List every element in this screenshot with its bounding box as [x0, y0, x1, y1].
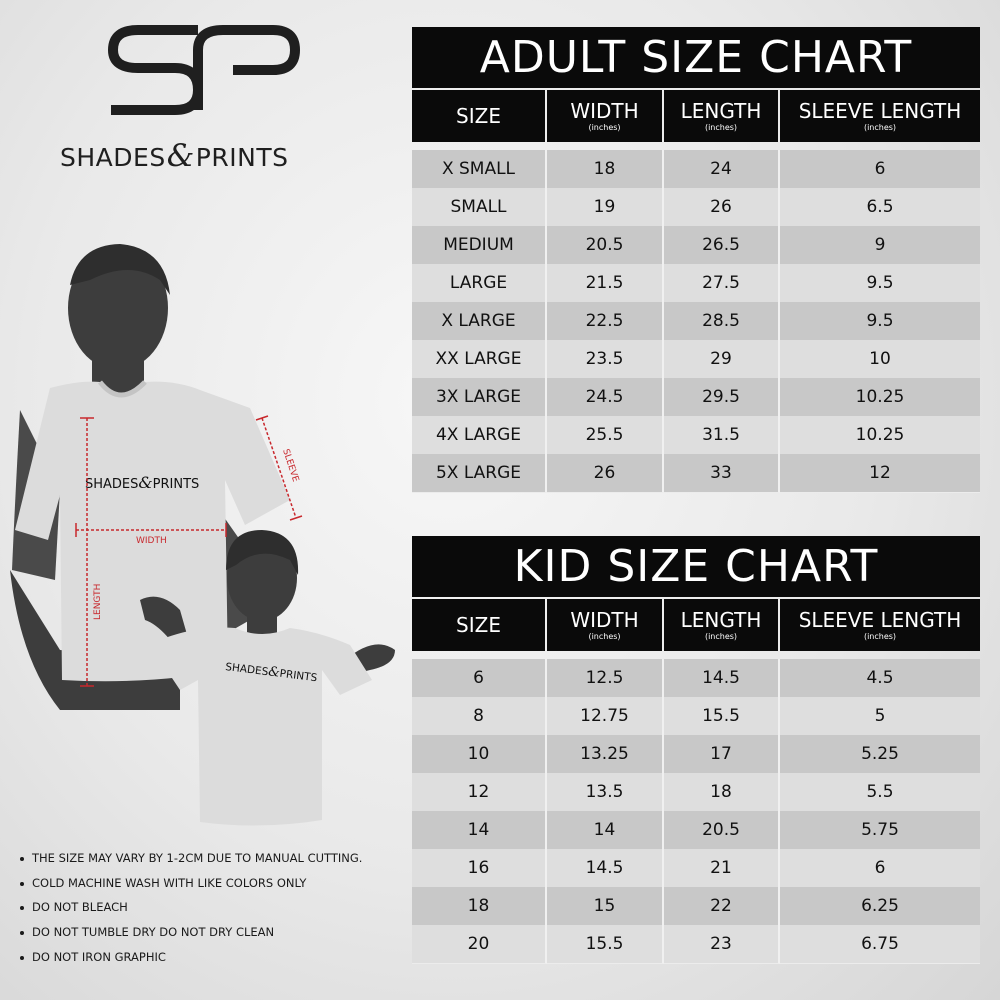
length-cell: 26.5: [664, 226, 780, 265]
size-cell: 4X LARGE: [412, 416, 547, 455]
header-width: WIDTH (inches): [547, 599, 662, 651]
table-row: [412, 378, 980, 416]
size-cell: X LARGE: [412, 302, 547, 341]
width-cell: 15.5: [547, 925, 664, 964]
width-cell: 26: [547, 454, 664, 493]
table-row: [412, 811, 980, 849]
table-row: [412, 226, 980, 264]
sleeve-cell: 6.25: [780, 887, 980, 926]
kid-shirt-print: SHADES&PRINTS: [224, 661, 318, 685]
table-row: [412, 887, 980, 925]
length-label: LENGTH: [93, 583, 103, 620]
header-width: WIDTH (inches): [547, 90, 662, 142]
size-cell: 12: [412, 773, 547, 812]
width-cell: 25.5: [547, 416, 664, 455]
size-cell: XX LARGE: [412, 340, 547, 379]
sleeve-cell: 10.25: [780, 416, 980, 455]
width-cell: 14.5: [547, 849, 664, 888]
length-cell: 26: [664, 188, 780, 227]
width-cell: 12.75: [547, 697, 664, 736]
adult-chart-body: [412, 150, 980, 492]
length-cell: 33: [664, 454, 780, 493]
width-cell: 15: [547, 887, 664, 926]
sleeve-cell: 10.25: [780, 378, 980, 417]
length-cell: 31.5: [664, 416, 780, 455]
table-row: [412, 302, 980, 340]
width-cell: 14: [547, 811, 664, 850]
width-cell: 12.5: [547, 659, 664, 698]
logo-wordmark: SHADES&PRINTS: [60, 138, 289, 174]
care-note: COLD MACHINE WASH WITH LIKE COLORS ONLY: [18, 871, 398, 896]
table-row: [412, 849, 980, 887]
brand-logo: [60, 22, 360, 172]
header-size: SIZE: [412, 90, 545, 142]
size-cell: 3X LARGE: [412, 378, 547, 417]
size-cell: X SMALL: [412, 150, 547, 189]
logo-monogram-icon: [103, 22, 303, 117]
width-cell: 20.5: [547, 226, 664, 265]
header-length: LENGTH (inches): [664, 90, 778, 142]
width-cell: 23.5: [547, 340, 664, 379]
kid-chart-body: [412, 659, 980, 963]
length-cell: 18: [664, 773, 780, 812]
sleeve-cell: 6.5: [780, 188, 980, 227]
sleeve-cell: 5.75: [780, 811, 980, 850]
length-cell: 24: [664, 150, 780, 189]
header-sleeve-length: SLEEVE LENGTH (inches): [780, 599, 980, 651]
care-note: DO NOT IRON GRAPHIC: [18, 945, 398, 970]
length-cell: 28.5: [664, 302, 780, 341]
table-row: [412, 188, 980, 226]
sleeve-cell: 5: [780, 697, 980, 736]
length-cell: 22: [664, 887, 780, 926]
table-row: [412, 264, 980, 302]
care-note: DO NOT BLEACH: [18, 895, 398, 920]
size-cell: 5X LARGE: [412, 454, 547, 493]
care-note: DO NOT TUMBLE DRY DO NOT DRY CLEAN: [18, 920, 398, 945]
width-cell: 13.25: [547, 735, 664, 774]
table-row: [412, 150, 980, 188]
length-cell: 17: [664, 735, 780, 774]
size-cell: 20: [412, 925, 547, 964]
sleeve-cell: 5.25: [780, 735, 980, 774]
size-cell: 6: [412, 659, 547, 698]
table-row: [412, 773, 980, 811]
width-cell: 13.5: [547, 773, 664, 812]
sleeve-cell: 9.5: [780, 264, 980, 303]
sleeve-cell: 12: [780, 454, 980, 493]
sleeve-label: SLEEVE: [280, 447, 301, 484]
table-row: [412, 340, 980, 378]
width-cell: 19: [547, 188, 664, 227]
size-cell: 10: [412, 735, 547, 774]
sleeve-cell: 6.75: [780, 925, 980, 964]
kid-chart-title: KID SIZE CHART: [412, 536, 980, 597]
sleeve-cell: 5.5: [780, 773, 980, 812]
adult-size-chart: [412, 27, 980, 492]
header-sleeve-length: SLEEVE LENGTH (inches): [780, 90, 980, 142]
table-row: [412, 659, 980, 697]
sleeve-cell: 9.5: [780, 302, 980, 341]
size-cell: SMALL: [412, 188, 547, 227]
care-note: THE SIZE MAY VARY BY 1-2CM DUE TO MANUAL CUTTING.: [18, 846, 398, 871]
size-cell: MEDIUM: [412, 226, 547, 265]
size-cell: LARGE: [412, 264, 547, 303]
table-row: [412, 925, 980, 963]
width-cell: 18: [547, 150, 664, 189]
length-cell: 23: [664, 925, 780, 964]
adult-chart-title: ADULT SIZE CHART: [412, 27, 980, 88]
tshirt-measurement-illustration: [0, 240, 412, 840]
table-row: [412, 735, 980, 773]
width-cell: 21.5: [547, 264, 664, 303]
length-cell: 29.5: [664, 378, 780, 417]
width-label: WIDTH: [136, 536, 167, 546]
size-cell: 8: [412, 697, 547, 736]
kid-tshirt: [160, 627, 372, 825]
table-row: [412, 416, 980, 454]
width-cell: 24.5: [547, 378, 664, 417]
size-cell: 14: [412, 811, 547, 850]
kid-chart-header: [412, 599, 980, 651]
table-row: [412, 697, 980, 735]
length-cell: 14.5: [664, 659, 780, 698]
size-cell: 18: [412, 887, 547, 926]
adult-shirt-print: SHADES&PRINTS: [85, 473, 200, 492]
length-cell: 20.5: [664, 811, 780, 850]
width-cell: 22.5: [547, 302, 664, 341]
sleeve-cell: 6: [780, 150, 980, 189]
adult-chart-header: [412, 90, 980, 142]
header-size: SIZE: [412, 599, 545, 651]
kid-size-chart: [412, 536, 980, 963]
sleeve-cell: 6: [780, 849, 980, 888]
length-cell: 21: [664, 849, 780, 888]
length-cell: 29: [664, 340, 780, 379]
length-cell: 15.5: [664, 697, 780, 736]
sleeve-cell: 10: [780, 340, 980, 379]
header-length: LENGTH (inches): [664, 599, 778, 651]
table-row: [412, 454, 980, 492]
length-cell: 27.5: [664, 264, 780, 303]
sleeve-cell: 9: [780, 226, 980, 265]
sleeve-cell: 4.5: [780, 659, 980, 698]
care-instructions: [18, 846, 398, 969]
size-cell: 16: [412, 849, 547, 888]
